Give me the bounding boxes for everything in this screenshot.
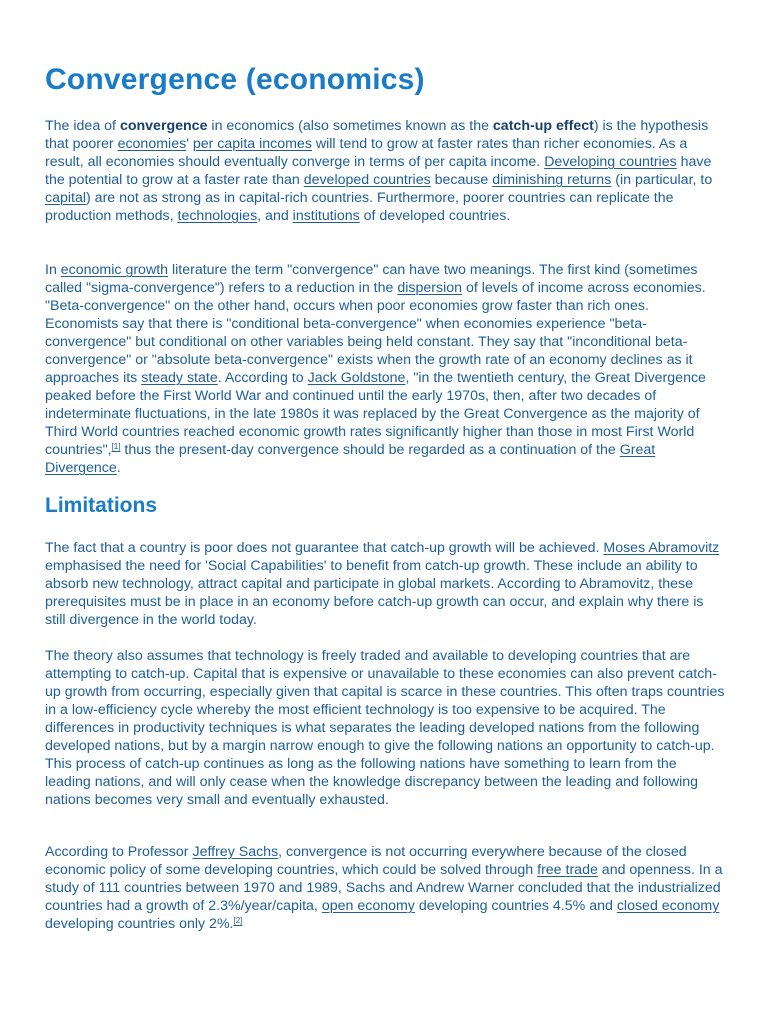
text-run: , "in the twentieth century, the Great Divergence peaked before the First World War and continued until the early 1970s, then, after two decades of indeterminate fluctuations, in the late 1980s it was replaced by the Great Convergence as the majority of Third World countries reached economic growth rates significantly higher than those in most First World countries", — [45, 370, 706, 458]
text-run: and openness. In a study of 111 countries between 1970 and 1989, Sachs and Andrew Warner concluded that the industrialized countries had a growth of 2.3%/year/capita, — [45, 862, 723, 914]
text-run: because — [430, 172, 493, 188]
citation-link-1[interactable]: [1] — [111, 442, 121, 451]
section-heading-limitations: Limitations — [45, 494, 158, 517]
link-steady-state[interactable]: steady state — [141, 370, 218, 386]
text-run: ) is the hypothesis that poorer — [45, 118, 709, 152]
text-run: of levels of income across economies. "Beta-convergence" on the other hand, occurs when poor economies grow faster than rich ones. Economists say that there is "conditional beta-convergence" when economies experience "beta-convergence" but conditional on other variables being held constant. They say that "inconditional beta-convergence" or "absolute beta-convergence" exists when the growth rate of an economy declines as it approaches its — [45, 280, 706, 386]
text-run: developing countries 4.5% and — [414, 898, 617, 914]
text-run: . According to — [217, 370, 308, 386]
text-run: literature the term "convergence" can have two meanings. The first kind (sometimes called "sigma-convergence") refers to a reduction in the — [45, 262, 698, 296]
link-developed-countries[interactable]: developed countries — [303, 172, 431, 188]
text-run: of developed countries. — [359, 208, 511, 224]
page-title: Convergence (economics) — [45, 63, 425, 96]
link-great-divergence[interactable]: Great Divergence — [45, 442, 656, 476]
text-run: The fact that a country is poor does not guarantee that catch-up growth will be achieved. — [45, 540, 604, 556]
intro-paragraph — [45, 117, 725, 225]
text-run: emphasised the need for 'Social Capabilities' to benefit from catch-up growth. These include an ability to absorb new technology, attract capital and participate in global markets. According to Abramovitz, these prerequisites must be in place in an economy before catch-up growth can occur, and explain why there is still divergence in the world today. — [45, 558, 704, 628]
text-run: In — [45, 262, 61, 278]
link-per-capita-incomes[interactable]: per capita incomes — [192, 136, 312, 152]
text-run: have the potential to grow at a faster rate than — [45, 154, 712, 188]
link-jack-goldstone[interactable]: Jack Goldstone — [307, 370, 406, 386]
text-run: , and — [257, 208, 293, 224]
link-economic-growth[interactable]: economic growth — [60, 262, 169, 278]
link-dispersion[interactable]: dispersion — [397, 280, 462, 296]
text-run: The idea of — [45, 118, 120, 134]
bold-term-convergence: convergence — [119, 118, 208, 134]
text-run: According to Professor — [45, 844, 193, 860]
link-technologies[interactable]: technologies — [177, 208, 258, 224]
link-open-economy[interactable]: open economy — [321, 898, 415, 914]
text-run: (in particular, to — [611, 172, 713, 188]
text-run: thus the present-day convergence should be regarded as a continuation of the — [120, 442, 620, 458]
link-free-trade[interactable]: free trade — [537, 862, 598, 878]
text-run: developing countries only 2%. — [45, 916, 234, 932]
link-economies[interactable]: economies — [117, 136, 187, 152]
citation-link-2[interactable]: [2] — [233, 916, 243, 925]
text-run: , convergence is not occurring everywhere because of the closed economic policy of some developing countries, which could be solved through — [45, 844, 687, 878]
link-institutions[interactable]: institutions — [292, 208, 360, 224]
link-diminishing-returns[interactable]: diminishing returns — [492, 172, 612, 188]
bold-term-catch-up: catch-up effect — [492, 118, 594, 134]
text-run: in economics (also sometimes known as the — [207, 118, 493, 134]
link-capital[interactable]: capital — [45, 190, 87, 206]
technology-paragraph — [45, 647, 725, 809]
text-run: . — [116, 460, 121, 476]
link-developing-countries[interactable]: Developing countries — [544, 154, 677, 170]
text-run: The theory also assumes that technology is freely traded and available to developing countries that are attempting to catch-up. Capital that is expensive or unavailable to these economies can also prevent catch-up growth from occurring, especially given that capital is scarce in these countries. This often traps countries in a low-efficiency cycle whereby the most efficient technology is too expensive to be acquired. The differences in productivity techniques is what separates the leading developed nations from the following developed nations, but by a margin narrow enough to give the following nations an opportunity to catch-up. This process of catch-up continues as long as the following nations have something to learn from the leading nations, and will only cease when the knowledge discrepancy between the leading and following nations becomes very small and eventually exhausted. — [45, 648, 725, 808]
text-run: ) are not as strong as in capital-rich countries. Furthermore, poorer countries can replicate the production methods, — [45, 190, 674, 224]
sachs-paragraph — [45, 843, 725, 933]
link-closed-economy[interactable]: closed economy — [616, 898, 720, 914]
citation-ref-2 — [234, 916, 243, 925]
link-jeffrey-sachs[interactable]: Jeffrey Sachs — [192, 844, 279, 860]
meanings-paragraph — [45, 261, 725, 477]
text-run: ' — [186, 136, 193, 152]
abramovitz-paragraph — [45, 539, 725, 629]
text-run: will tend to grow at faster rates than richer economies. As a result, all economies should eventually converge in terms of per capita income. — [45, 136, 688, 170]
link-moses-abramovitz[interactable]: Moses Abramovitz — [603, 540, 720, 556]
